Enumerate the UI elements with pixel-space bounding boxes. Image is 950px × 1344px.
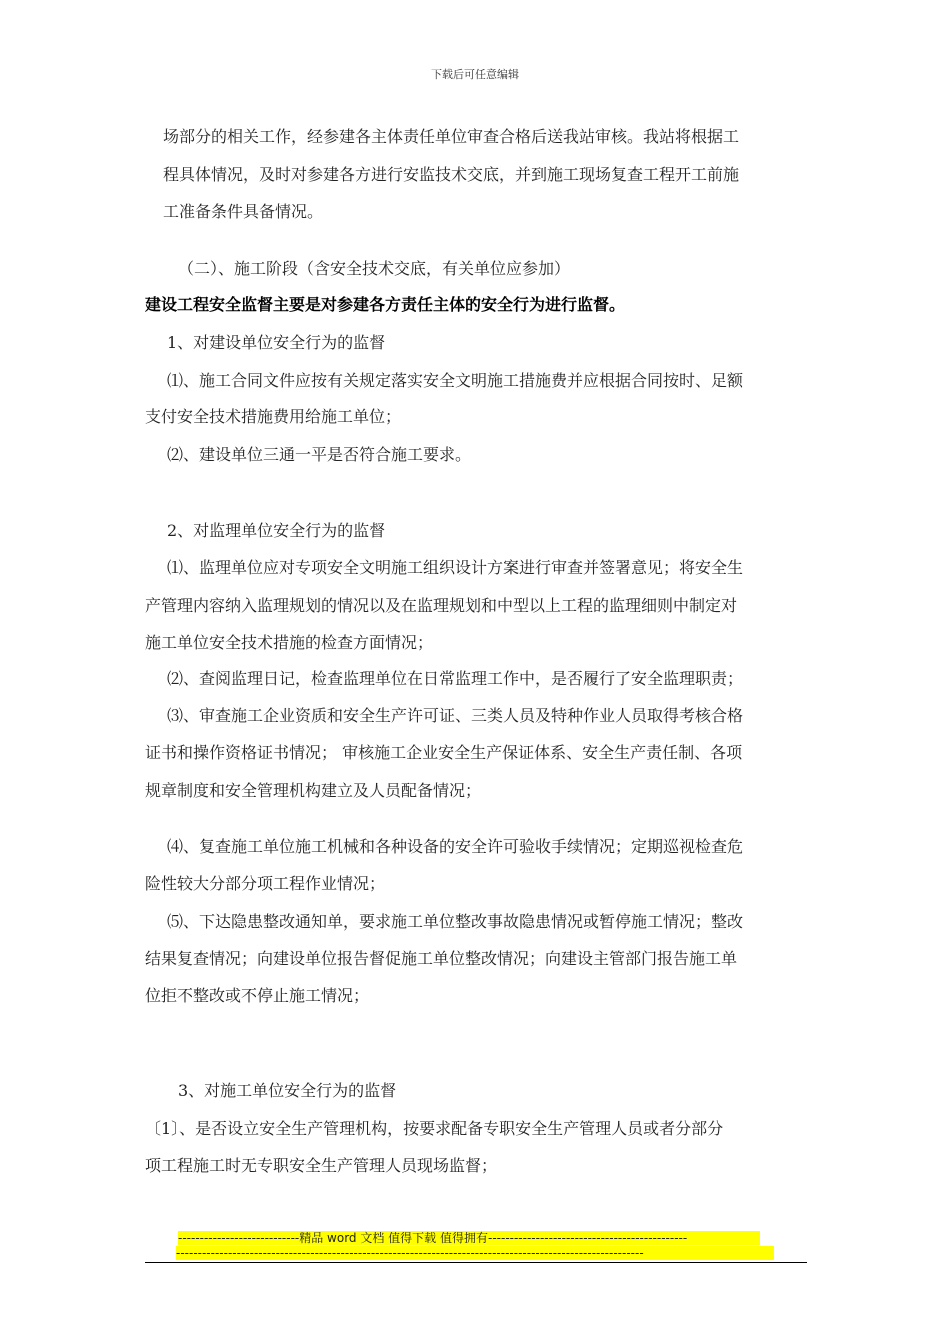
list-item-line: ⑴、监理单位应对专项安全文明施工组织设计方案进行审查并签署意见；将安全生 [167, 558, 744, 577]
page-header: 下载后可任意编辑 [431, 68, 519, 81]
list-item-line: ⑸、下达隐患整改通知单，要求施工单位整改事故隐患情况或暂停施工情况；整改 [167, 912, 744, 931]
list-item-line: ⑷、复查施工单位施工机械和各种设备的安全许可验收手续情况；定期巡视检查危 [167, 837, 744, 856]
subsection-title: 1、对建设单位安全行为的监督 [167, 333, 386, 352]
paragraph-line: 场部分的相关工作，经参建各主体责任单位审查合格后送我站审核。我站将根据工 [163, 127, 740, 146]
list-item-line: 产管理内容纳入监理规划的情况以及在监理规划和中型以上工程的监理细则中制定对 [145, 596, 738, 615]
footer-watermark-line2: ------------------------------------------------------------------------------------------------------------ [176, 1246, 774, 1260]
list-item-line: 支付安全技术措施费用给施工单位； [145, 407, 402, 426]
bold-intro: 建设工程安全监督主要是对参建各方责任主体的安全行为进行监督。 [145, 295, 626, 314]
list-item-line: 结果复查情况；向建设单位报告督促施工单位整改情况；向建设主管部门报告施工单 [145, 949, 738, 968]
list-item-line: 施工单位安全技术措施的检查方面情况； [145, 633, 434, 652]
list-item-line: ⑵、查阅监理日记，检查监理单位在日常监理工作中，是否履行了安全监理职责； [167, 669, 744, 688]
list-item-line: ⑶、审查施工企业资质和安全生产许可证、三类人员及特种作业人员取得考核合格 [167, 706, 744, 725]
footer-rule [145, 1262, 807, 1263]
list-item-line: 证书和操作资格证书情况； 审核施工企业安全生产保证体系、安全生产责任制、各项 [145, 743, 743, 762]
list-item-line: 〔1〕、是否设立安全生产管理机构，按要求配备专职安全生产管理人员或者分部分 [145, 1119, 724, 1138]
subsection-title: 2、对监理单位安全行为的监督 [167, 521, 386, 540]
list-item-line: 险性较大分部分项工程作业情况； [145, 874, 386, 893]
list-item-line: 规章制度和安全管理机构建立及人员配备情况； [145, 781, 482, 800]
section-heading: （二）、施工阶段（含安全技术交底，有关单位应参加） [178, 259, 571, 278]
list-item-line: ⑴、施工合同文件应按有关规定落实安全文明施工措施费并应根据合同按时、足额 [167, 371, 744, 390]
footer-watermark-line1: ----------------------------精品 word 文档 值得下载 值得拥有---------------------------------------------- [178, 1231, 760, 1245]
list-item-line: 项工程施工时无专职安全生产管理人员现场监督； [145, 1156, 498, 1175]
list-item-line: 位拒不整改或不停止施工情况； [145, 986, 370, 1005]
paragraph-line: 工准备条件具备情况。 [163, 202, 324, 221]
subsection-title: 3、对施工单位安全行为的监督 [178, 1081, 397, 1100]
paragraph-line: 程具体情况，及时对参建各方进行安监技术交底，并到施工现场复查工程开工前施 [163, 165, 740, 184]
list-item-line: ⑵、建设单位三通一平是否符合施工要求。 [167, 445, 472, 464]
